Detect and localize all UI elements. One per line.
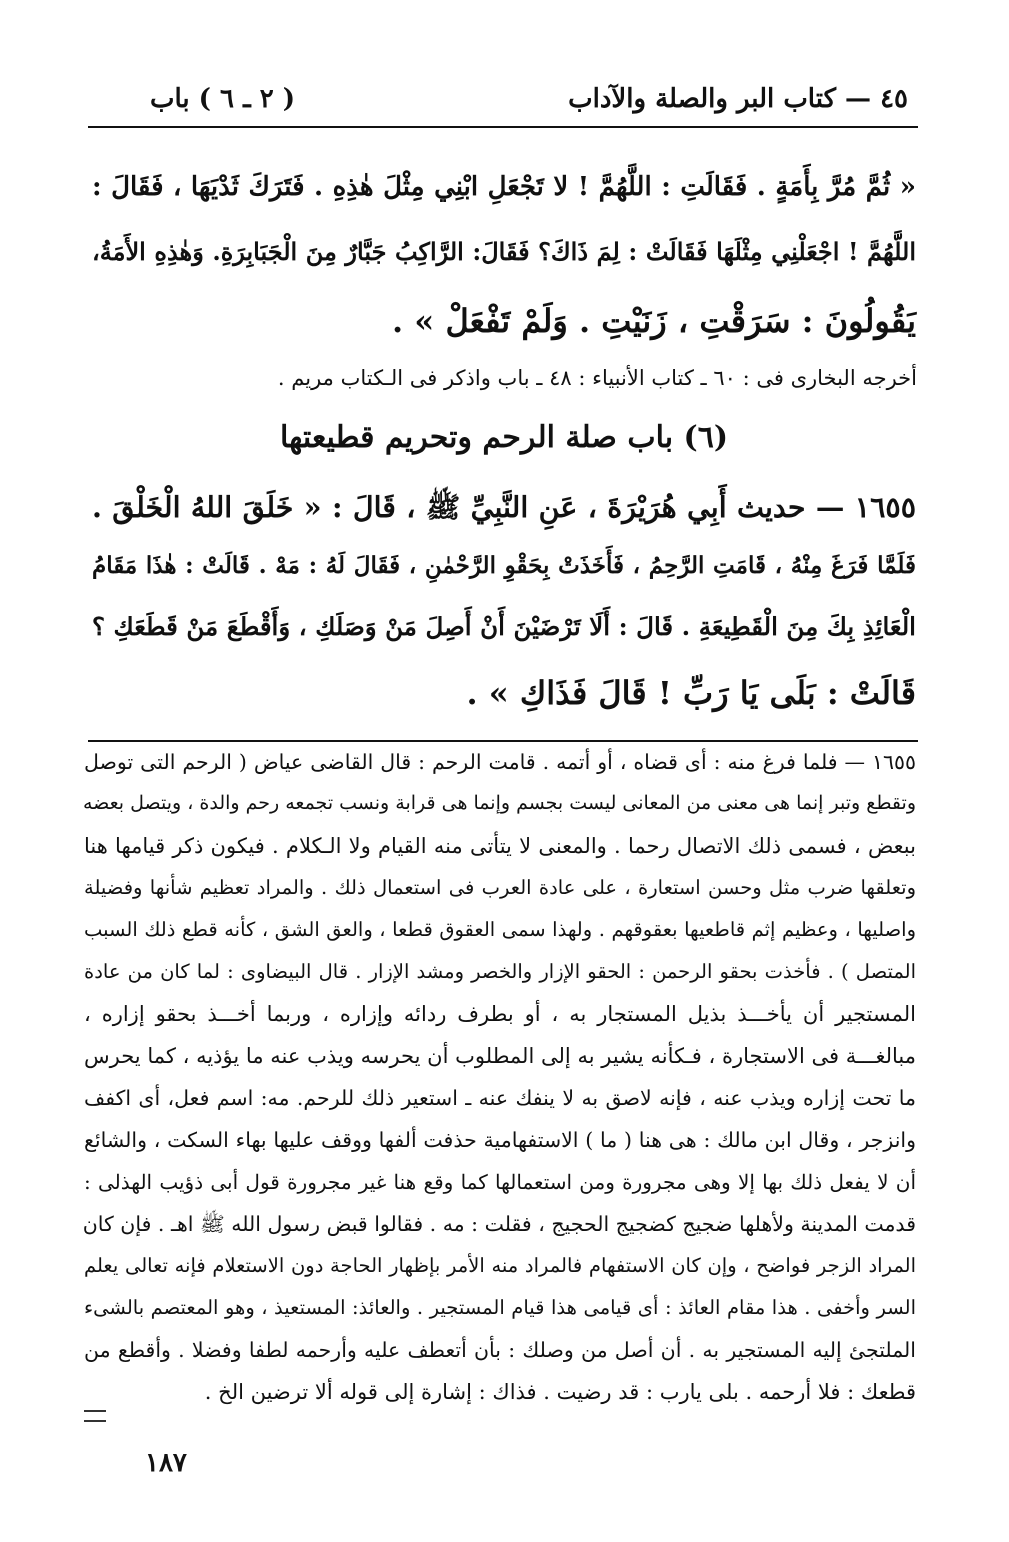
footnote-line: ما تحت إزاره ويذب عنه ، فإنه لاصق به لا ينفك عنه ـ استعير ذلك للرحم. مه: اسم فعل، أى اكفف: [84, 1086, 916, 1110]
footnote-line: المتصل ) . فأخذت بحقو الرحمن : الحقو الإزار والخصر ومشد الإزار . قال البيضاوى : لما كان من عادة: [84, 960, 916, 983]
footnote-line: ١٦٥٥ — فلما فرغ منه : أى قضاه ، أو أتمه . قامت الرحم : قال القاضى عياض ( الرحم التى توصل: [84, 750, 916, 774]
footnote-line: قطعك : فلا أرحمه . بلى يارب : قد رضيت . فذاك : إشارة إلى قوله ألا ترضين الخ .: [204, 1380, 916, 1404]
page-number: ١٨٧: [145, 1448, 187, 1478]
header-book-title: ٤٥ — كتاب البر والصلة والآداب: [568, 84, 908, 114]
footnote-line: المستجير أن يأخـــذ بذيل المستجار به ، أو بطرف ردائه وإزاره ، وربما أخـــذ بحقو إزاره ،: [84, 1002, 916, 1026]
footnote-line: أن لا يفعل ذلك بها إلا وهى مجرورة ومن استعمالها كما وقع هنا غير مجرورة قول أبى ذؤيب الهذلى :: [84, 1170, 916, 1194]
hadith-source-note: أخرجه البخارى فى : ٦٠ ـ كتاب الأنبياء : ٤٨ ـ باب واذكر فى الـكتاب مريم .: [277, 366, 917, 390]
footnote-line: وانزجر ، وقال ابن مالك : هى هنا ( ما ) الاستفهامية حذفت ألفها ووقف عليها بهاء السكت ، والشائع: [84, 1128, 916, 1152]
hadith-line: قَالَتْ : بَلَى يَا رَبِّ ! قَالَ فَذَاكِ » .: [466, 674, 916, 712]
footnote-rule: [88, 740, 918, 742]
header-chapter-range: ( ٢ ـ ٦ ) باب: [150, 84, 296, 114]
header-rule: [88, 126, 918, 128]
footnote-line: ببعض ، فسمى ذلك الاتصال رحما . والمعنى لا يتأتى منه القيام ولا الـكلام . فيكون ذكر قيامها هنا: [84, 834, 916, 858]
hadith-line: فَلَمَّا فَرَغَ مِنْهُ ، قَامَتِ الرَّحِمُ ، فَأَخَذَتْ بِحَقْوِ الرَّحْمٰنِ ، فَقَالَ لَهُ : مَهْ . قَالَتْ : هٰذَا مَقَامُ: [92, 552, 916, 579]
hadith-line: الْعَائِذِ بِكَ مِنَ الْقَطِيعَةِ . قَالَ : أَلَا تَرْضَيْنَ أَنْ أَصِلَ مَنْ وَصَلَكِ ، وَأَقْطَعَ مَنْ قَطَعَكِ ؟: [92, 612, 916, 641]
footnote-line: مبالغـــة فى الاستجارة ، فـكأنه يشير به إلى المطلوب أن يحرسه ويذب عنه ما يؤذيه ، كما يحرس: [84, 1044, 916, 1068]
footnote-line: المراد الزجر فواضح ، وإن كان الاستفهام فالمراد منه الأمر بإظهار الحاجة دون الاستعلام فإنه تعالى يعلم: [84, 1254, 916, 1277]
footnote-line: الملتجئ إليه المستجير به . أن أصل من وصلك : بأن أتعطف عليه وأرحمه لطفا وفضلا . وأقطع من: [84, 1338, 916, 1362]
footnote-line: واصليها ، وعظيم إثم قاطعيها بعقوقهم . ولهذا سمى العقوق قطعا ، والعق الشق ، كأنه قطع ذلك السبب: [84, 918, 916, 941]
chapter-title: (٦) باب صلة الرحم وتحريم قطيعتها: [279, 420, 729, 455]
footnote-line: وتعلقها ضرب مثل وحسن استعارة ، على عادة العرب فى استعمال ذلك . والمراد تعظيم شأنها وفضيلة: [84, 876, 916, 899]
hadith-line: « ثُمَّ مُرَّ بِأَمَةٍ . فَقَالَتِ : اللَّهُمَّ ! لا تَجْعَلِ ابْنِي مِثْلَ هٰذِهِ . فَتَرَكَ ثَدْيَهَا ، فَقَالَ :: [92, 172, 917, 202]
continuation-mark: [84, 1410, 106, 1422]
footnote-line: قدمت المدينة ولأهلها ضجيج كضجيج الحجيج ، فقلت : مه . فقالوا قبض رسول الله ﷺ اهـ . فإن كان: [82, 1212, 916, 1236]
hadith-line: ١٦٥٥ — حديث أَبِي هُرَيْرَةَ ، عَنِ النَّبِيِّ ﷺ ، قَالَ : « خَلَقَ اللهُ الْخَلْقَ .: [92, 490, 916, 524]
hadith-line: يَقُولُونَ : سَرَقْتِ ، زَنَيْتِ . وَلَمْ تَفْعَلْ » .: [392, 302, 916, 340]
hadith-line: اللَّهُمَّ ! اجْعَلْنِي مِثْلَهَا فَقَالَتْ : لِمَ ذَاكَ؟ فَقَالَ: الرَّاكِبُ جَبَّارٌ مِنَ الْجَبَابِرَةِ. وَهٰذِهِ الأَمَةُ،: [92, 237, 916, 266]
footnote-line: وتقطع وتبر إنما هى معنى من المعانى ليست بجسم وإنما هى قرابة ونسب تجمعه رحم والدة ، ويتصل بعضه: [82, 792, 916, 814]
footnote-line: السر وأخفى . هذا مقام العائذ : أى قيامى هذا قيام المستجير . والعائذ: المستعيذ ، وهو المعتصم بالشىء: [84, 1296, 916, 1319]
running-header: [150, 80, 908, 124]
